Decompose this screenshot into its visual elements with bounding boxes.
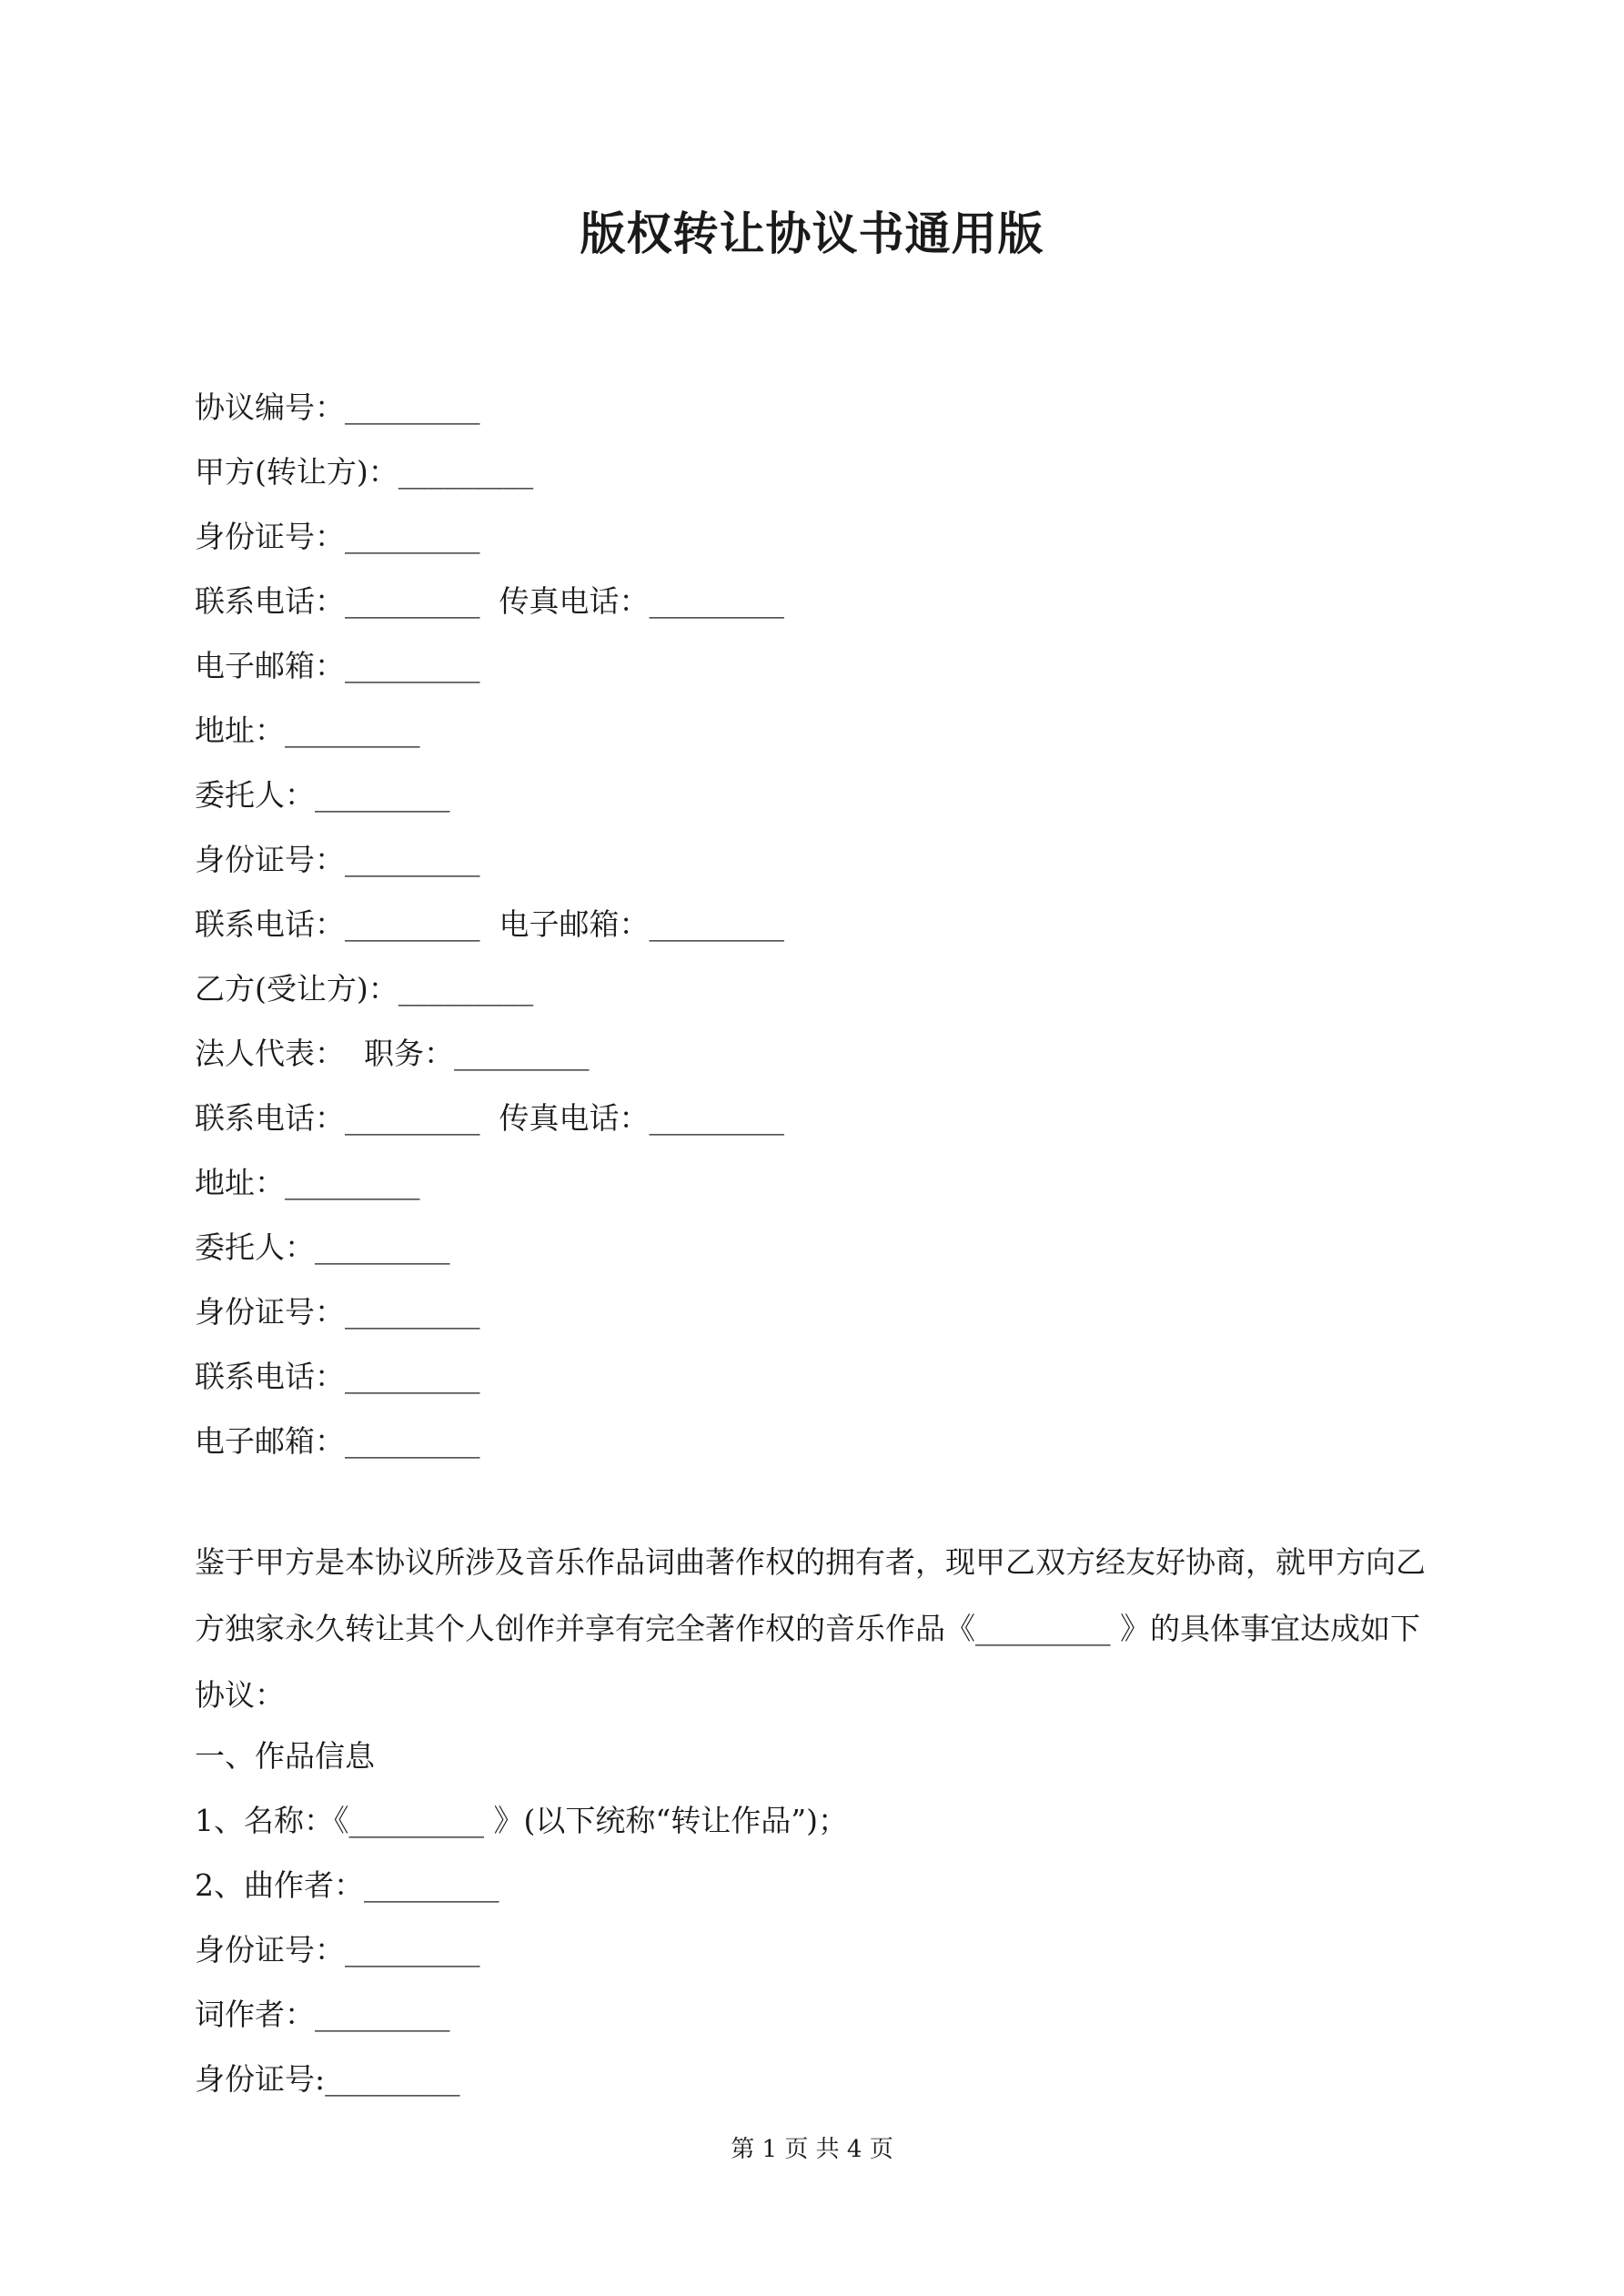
lyricist-id-line: 身份证号:_________ [195,2061,460,2097]
field-party-a-address: 地址：_________ [195,713,420,748]
field-party-b-agent-phone: 联系电话：_________ [195,1359,480,1394]
field-party-b-phone-fax: 联系电话：_________ 传真电话：_________ [195,1100,784,1136]
preamble-paragraph: 鉴于甲方是本协议所涉及音乐作品词曲著作权的拥有者，现甲乙双方经友好协商，就甲方向乙方独家永久转让其个人创作并享有完全著作权的音乐作品《_________ 》的具体事宜达成如下协议： [195,1544,1426,1713]
field-party-b-agent-email: 电子邮箱：_________ [195,1423,480,1459]
field-party-a-agent-contact: 联系电话：_________ 电子邮箱：_________ [195,906,784,942]
page-footer: 第 1 页 共 4 页 [731,2136,893,2163]
work-name-line: 1、名称：《_________ 》(以下统称“转让作品”)； [195,1803,848,1838]
field-party-a-phone-fax: 联系电话：_________ 传真电话：_________ [195,583,784,619]
lyricist-line: 词作者：_________ [195,1997,450,2032]
field-party-b-agent-id: 身份证号：_________ [195,1294,480,1330]
composer-id-line: 身份证号：_________ [195,1932,480,1967]
field-party-a-agent-id: 身份证号：_________ [195,842,480,877]
field-party-a-agent: 委托人：_________ [195,777,450,813]
field-party-b-address: 地址：_________ [195,1165,420,1200]
field-party-a-email: 电子邮箱：_________ [195,648,480,683]
field-party-a-id: 身份证号：_________ [195,519,480,554]
section-heading-work-info: 一、作品信息 [195,1738,375,1774]
field-party-b-legal-rep: 法人代表： 职务：_________ [195,1036,590,1071]
composer-line: 2、曲作者：_________ [195,1867,499,1903]
document-title: 版权转让协议书通用版 [580,207,1044,260]
field-party-b-agent: 委托人：_________ [195,1229,450,1265]
field-party-a: 甲方(转让方)：_________ [195,454,534,490]
field-party-b: 乙方(受让方)：_________ [195,971,534,1006]
field-agreement-number: 协议编号：_________ [195,389,480,425]
